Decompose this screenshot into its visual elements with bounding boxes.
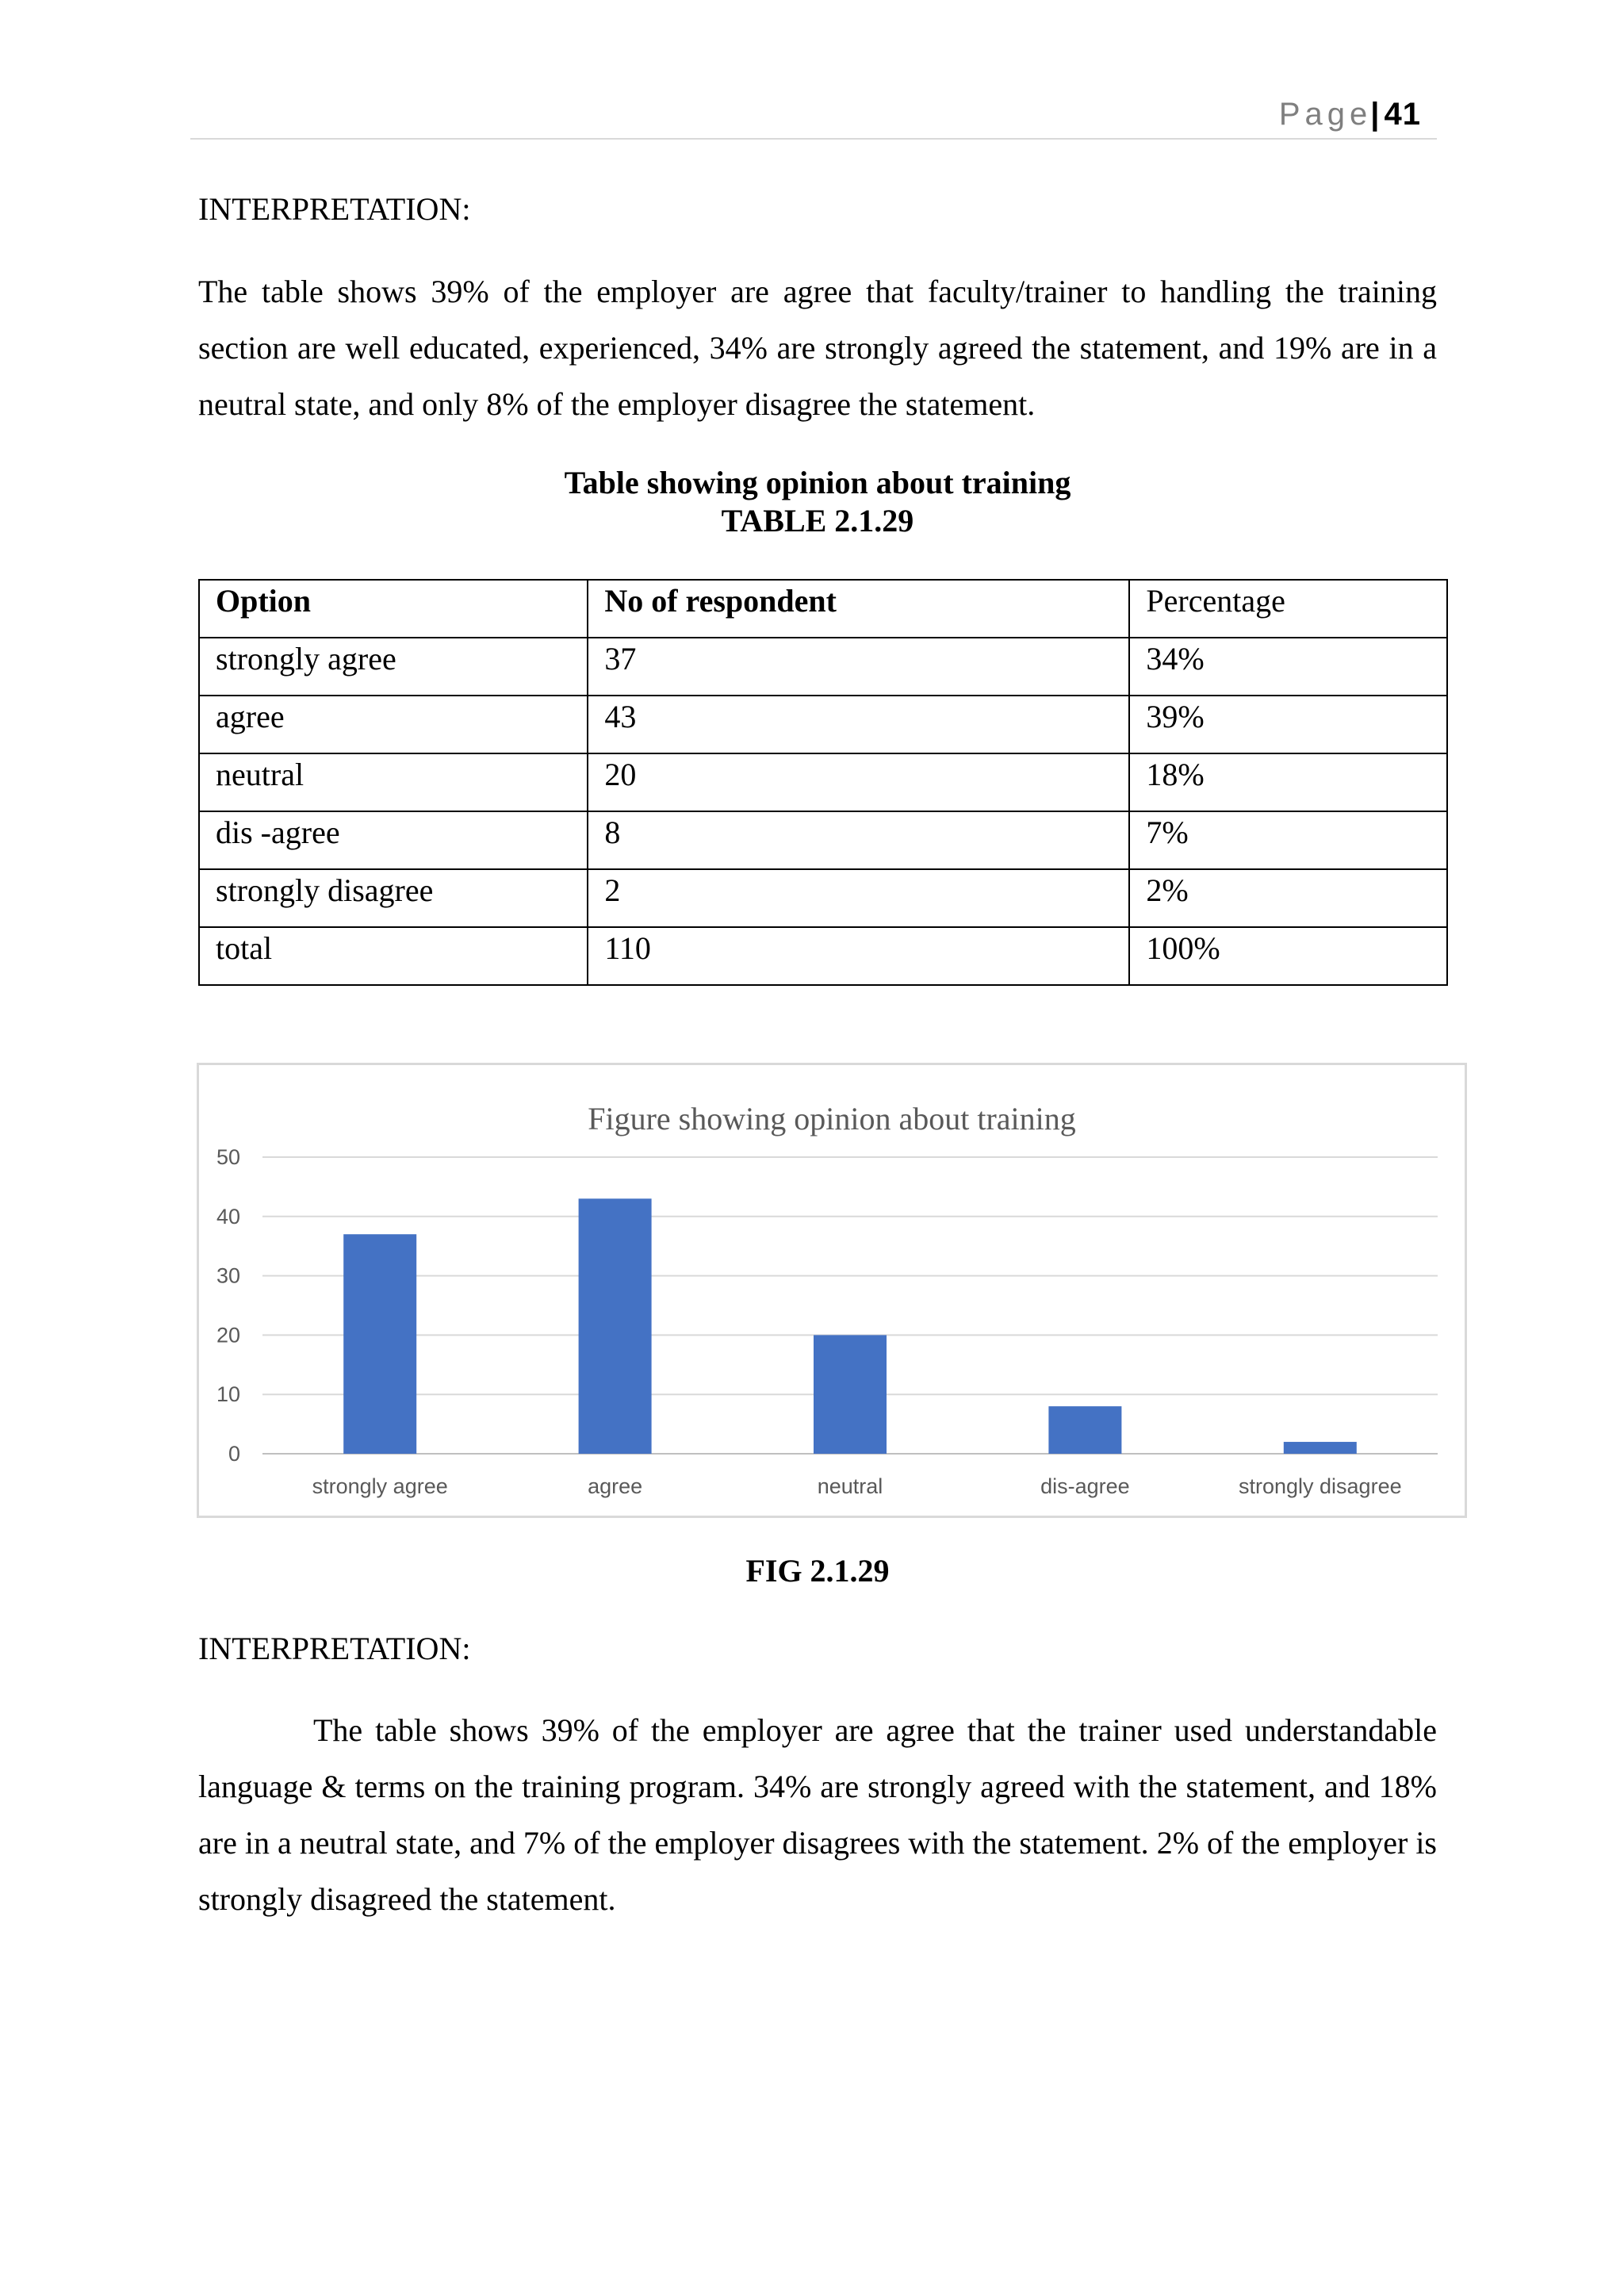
- cell-option: neutral: [199, 753, 588, 811]
- cell-percentage: 7%: [1129, 811, 1447, 869]
- table-row: [199, 811, 1447, 869]
- figure-caption: FIG 2.1.29: [745, 1553, 890, 1589]
- y-tick-label: 50: [216, 1145, 240, 1169]
- cell-option: strongly agree: [199, 638, 588, 696]
- cell-respondents: 43: [588, 696, 1129, 753]
- cell-respondents: 20: [588, 753, 1129, 811]
- interpretation-heading-1: INTERPRETATION:: [198, 191, 471, 227]
- cell-percentage: 34%: [1129, 638, 1447, 696]
- y-tick-label: 20: [216, 1323, 240, 1347]
- y-tick-label: 0: [228, 1442, 240, 1466]
- y-tick-label: 30: [216, 1263, 240, 1288]
- x-tick-label: strongly disagree: [1238, 1474, 1402, 1498]
- cell-respondents: 110: [588, 927, 1129, 985]
- y-tick-label: 40: [216, 1204, 240, 1228]
- page-number-value: 41: [1384, 97, 1421, 132]
- cell-option: agree: [199, 696, 588, 753]
- table-row: [199, 927, 1447, 985]
- page-separator: |: [1370, 97, 1380, 132]
- x-tick-label: agree: [588, 1474, 643, 1498]
- cell-respondents: 37: [588, 638, 1129, 696]
- cell-option: total: [199, 927, 588, 985]
- chart-plot: [199, 1065, 1465, 1516]
- bar: [814, 1335, 887, 1454]
- chart-title: Figure showing opinion about training: [588, 1101, 1076, 1137]
- cell-percentage: 100%: [1129, 927, 1447, 985]
- bar: [1284, 1442, 1357, 1454]
- bar-chart: [197, 1063, 1467, 1518]
- header-option: Option: [199, 580, 588, 638]
- table-row: [199, 869, 1447, 927]
- table-caption-number: TABLE 2.1.29: [721, 503, 914, 539]
- table-caption: [198, 464, 1437, 540]
- table-row: [199, 638, 1447, 696]
- cell-option: strongly disagree: [199, 869, 588, 927]
- cell-respondents: 2: [588, 869, 1129, 927]
- x-tick-label: dis-agree: [1040, 1474, 1130, 1498]
- table-row: [199, 753, 1447, 811]
- table-header-row: [199, 580, 1447, 638]
- page-number: [1279, 97, 1421, 132]
- cell-percentage: 2%: [1129, 869, 1447, 927]
- cell-percentage: 39%: [1129, 696, 1447, 753]
- interpretation-heading-2: INTERPRETATION:: [198, 1631, 471, 1666]
- cell-percentage: 18%: [1129, 753, 1447, 811]
- table-caption-title: Table showing opinion about training: [564, 465, 1071, 500]
- opinion-table: [198, 579, 1448, 986]
- page-label: Page: [1278, 97, 1373, 132]
- header-respondents: No of respondent: [588, 580, 1129, 638]
- table-row: [199, 696, 1447, 753]
- x-tick-label: strongly agree: [312, 1474, 448, 1498]
- bar: [343, 1234, 416, 1454]
- cell-option: dis -agree: [199, 811, 588, 869]
- page-header: [190, 94, 1437, 140]
- bar: [579, 1198, 652, 1454]
- bar: [1048, 1406, 1121, 1454]
- x-tick-label: neutral: [817, 1474, 883, 1498]
- y-tick-label: 10: [216, 1382, 240, 1407]
- header-percentage: Percentage: [1129, 580, 1447, 638]
- interpretation-text-2: The table shows 39% of the employer are agree that the trainer used understandable language & terms on the training program. 34% are strongly agreed with the statement, and 18% are in a neutral state, and 7% of the employer disagrees with the statement. 2% of the employer is strongly disagreed the statement.: [198, 1712, 1437, 1917]
- interpretation-text-1: The table shows 39% of the employer are agree that faculty/trainer to handling the training section are well educated, experienced, 34% are strongly agreed the statement, and 19% are in a neutral state, and only 8% of the employer disagree the statement.: [198, 274, 1437, 422]
- cell-respondents: 8: [588, 811, 1129, 869]
